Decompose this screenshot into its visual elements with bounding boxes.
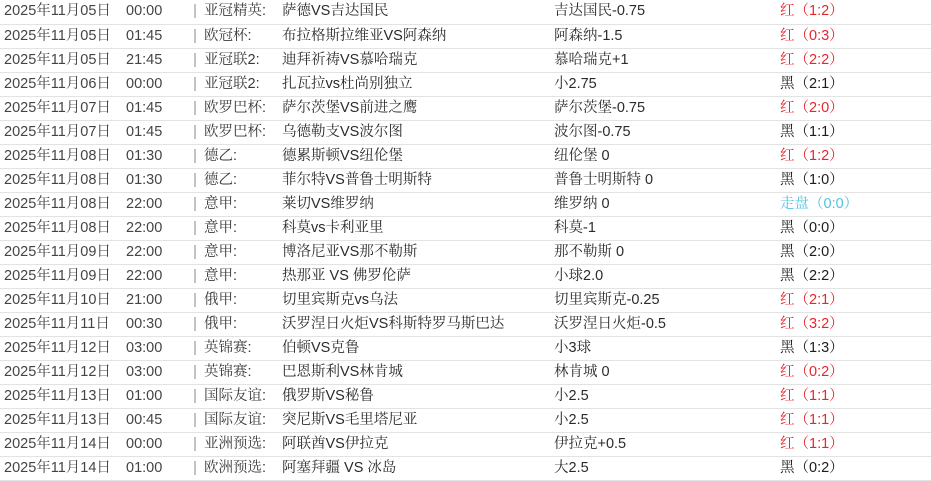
handicap-pick: 小球2.0 [550, 264, 776, 288]
result-badge: 红（2:1） [776, 288, 931, 312]
column-separator: | [186, 240, 200, 264]
league-name: 意甲: [200, 240, 278, 264]
table-row [0, 96, 931, 120]
handicap-pick: 维罗纳 0 [550, 192, 776, 216]
table-row [0, 168, 931, 192]
league-name: 意甲: [200, 216, 278, 240]
league-name: 德乙: [200, 168, 278, 192]
result-badge: 红（1:1） [776, 432, 931, 456]
handicap-pick: 小3球 [550, 336, 776, 360]
match-time: 01:30 [122, 144, 186, 168]
match-teams: 扎瓦拉vs杜尚别独立 [278, 72, 550, 96]
match-time: 22:00 [122, 240, 186, 264]
result-badge: 黑（2:0） [776, 240, 931, 264]
match-date: 2025年11月09日 [0, 264, 122, 288]
column-separator: | [186, 456, 200, 480]
match-time: 01:30 [122, 168, 186, 192]
result-badge: 红（3:2） [776, 312, 931, 336]
handicap-pick: 萨尔茨堡-0.75 [550, 96, 776, 120]
handicap-pick: 普鲁士明斯特 0 [550, 168, 776, 192]
result-badge: 红（2:2） [776, 48, 931, 72]
match-date: 2025年11月13日 [0, 384, 122, 408]
table-row [0, 48, 931, 72]
column-separator: | [186, 312, 200, 336]
result-badge: 黑（1:0） [776, 168, 931, 192]
match-time: 03:00 [122, 360, 186, 384]
league-name: 亚冠精英: [200, 0, 278, 24]
match-teams: 巴恩斯利VS林肯城 [278, 360, 550, 384]
result-badge: 红（1:2） [776, 144, 931, 168]
match-time: 03:00 [122, 336, 186, 360]
column-separator: | [186, 144, 200, 168]
handicap-pick: 大2.5 [550, 456, 776, 480]
table-row [0, 432, 931, 456]
league-name: 意甲: [200, 192, 278, 216]
column-separator: | [186, 408, 200, 432]
match-date: 2025年11月05日 [0, 24, 122, 48]
match-date: 2025年11月06日 [0, 72, 122, 96]
match-date: 2025年11月11日 [0, 312, 122, 336]
league-name: 英锦赛: [200, 360, 278, 384]
table-row [0, 72, 931, 96]
league-name: 欧罗巴杯: [200, 96, 278, 120]
table-row [0, 360, 931, 384]
match-time: 01:45 [122, 96, 186, 120]
handicap-pick: 小2.5 [550, 384, 776, 408]
column-separator: | [186, 168, 200, 192]
handicap-pick: 那不勒斯 0 [550, 240, 776, 264]
column-separator: | [186, 264, 200, 288]
result-badge: 黑（0:0） [776, 216, 931, 240]
match-time: 01:00 [122, 456, 186, 480]
match-date: 2025年11月13日 [0, 408, 122, 432]
table-row [0, 120, 931, 144]
match-teams: 俄罗斯VS秘鲁 [278, 384, 550, 408]
match-date: 2025年11月05日 [0, 0, 122, 24]
league-name: 亚冠联2: [200, 72, 278, 96]
league-name: 欧冠杯: [200, 24, 278, 48]
handicap-pick: 沃罗涅日火炬-0.5 [550, 312, 776, 336]
column-separator: | [186, 384, 200, 408]
column-separator: | [186, 336, 200, 360]
column-separator: | [186, 96, 200, 120]
result-badge: 红（1:2） [776, 0, 931, 24]
match-date: 2025年11月14日 [0, 432, 122, 456]
league-name: 俄甲: [200, 312, 278, 336]
result-badge: 黑（1:1） [776, 120, 931, 144]
match-teams: 阿塞拜疆 VS 冰岛 [278, 456, 550, 480]
match-teams: 切里宾斯克vs乌法 [278, 288, 550, 312]
handicap-pick: 伊拉克+0.5 [550, 432, 776, 456]
league-name: 亚冠联2: [200, 48, 278, 72]
result-badge: 红（0:2） [776, 360, 931, 384]
result-badge: 黑（2:2） [776, 264, 931, 288]
column-separator: | [186, 432, 200, 456]
match-teams: 伯顿VS克鲁 [278, 336, 550, 360]
match-time: 00:00 [122, 432, 186, 456]
table-row [0, 144, 931, 168]
match-teams: 德累斯顿VS纽伦堡 [278, 144, 550, 168]
handicap-pick: 吉达国民-0.75 [550, 0, 776, 24]
match-date: 2025年11月05日 [0, 48, 122, 72]
league-name: 国际友谊: [200, 384, 278, 408]
match-date: 2025年11月10日 [0, 288, 122, 312]
match-time: 21:00 [122, 288, 186, 312]
result-badge: 红（2:0） [776, 96, 931, 120]
result-badge: 红（0:3） [776, 24, 931, 48]
column-separator: | [186, 216, 200, 240]
handicap-pick: 阿森纳-1.5 [550, 24, 776, 48]
table-row [0, 216, 931, 240]
match-teams: 博洛尼亚VS那不勒斯 [278, 240, 550, 264]
match-teams: 萨德VS吉达国民 [278, 0, 550, 24]
match-time: 01:00 [122, 384, 186, 408]
match-time: 21:45 [122, 48, 186, 72]
league-name: 英锦赛: [200, 336, 278, 360]
handicap-pick: 慕哈瑞克+1 [550, 48, 776, 72]
league-name: 国际友谊: [200, 408, 278, 432]
match-time: 00:30 [122, 312, 186, 336]
table-row [0, 192, 931, 216]
league-name: 亚洲预选: [200, 432, 278, 456]
column-separator: | [186, 120, 200, 144]
table-row [0, 240, 931, 264]
match-time: 00:00 [122, 0, 186, 24]
column-separator: | [186, 360, 200, 384]
match-date: 2025年11月07日 [0, 120, 122, 144]
league-name: 德乙: [200, 144, 278, 168]
table-row [0, 0, 931, 24]
column-separator: | [186, 24, 200, 48]
match-teams: 莱切VS维罗纳 [278, 192, 550, 216]
match-teams: 科莫vs卡利亚里 [278, 216, 550, 240]
handicap-pick: 切里宾斯克-0.25 [550, 288, 776, 312]
match-time: 01:45 [122, 120, 186, 144]
table-row [0, 288, 931, 312]
match-time: 22:00 [122, 192, 186, 216]
result-badge: 黑（2:1） [776, 72, 931, 96]
table-row [0, 336, 931, 360]
league-name: 欧洲预选: [200, 456, 278, 480]
table-row [0, 312, 931, 336]
handicap-pick: 纽伦堡 0 [550, 144, 776, 168]
match-teams: 突尼斯VS毛里塔尼亚 [278, 408, 550, 432]
result-badge: 红（1:1） [776, 384, 931, 408]
column-separator: | [186, 192, 200, 216]
match-teams: 阿联酋VS伊拉克 [278, 432, 550, 456]
match-date: 2025年11月08日 [0, 168, 122, 192]
match-time: 01:45 [122, 24, 186, 48]
handicap-pick: 小2.5 [550, 408, 776, 432]
handicap-pick: 林肯城 0 [550, 360, 776, 384]
result-badge: 红（1:1） [776, 408, 931, 432]
table-row [0, 408, 931, 432]
table-row [0, 264, 931, 288]
table-row [0, 24, 931, 48]
handicap-pick: 科莫-1 [550, 216, 776, 240]
match-date: 2025年11月09日 [0, 240, 122, 264]
result-badge: 走盘（0:0） [776, 192, 931, 216]
match-date: 2025年11月08日 [0, 144, 122, 168]
match-date: 2025年11月08日 [0, 192, 122, 216]
match-teams: 乌德勒支VS波尔图 [278, 120, 550, 144]
match-date: 2025年11月14日 [0, 456, 122, 480]
match-time: 00:00 [122, 72, 186, 96]
match-teams: 布拉格斯拉维亚VS阿森纳 [278, 24, 550, 48]
column-separator: | [186, 72, 200, 96]
match-date: 2025年11月12日 [0, 336, 122, 360]
match-teams: 热那亚 VS 佛罗伦萨 [278, 264, 550, 288]
match-teams: 沃罗涅日火炬VS科斯特罗马斯巴达 [278, 312, 550, 336]
column-separator: | [186, 0, 200, 24]
match-teams: 菲尔特VS普鲁士明斯特 [278, 168, 550, 192]
table-row [0, 456, 931, 480]
column-separator: | [186, 48, 200, 72]
match-teams: 迪拜祈祷VS慕哈瑞克 [278, 48, 550, 72]
match-teams: 萨尔茨堡VS前进之鹰 [278, 96, 550, 120]
match-date: 2025年11月08日 [0, 216, 122, 240]
match-time: 00:45 [122, 408, 186, 432]
table-row [0, 384, 931, 408]
league-name: 意甲: [200, 264, 278, 288]
league-name: 欧罗巴杯: [200, 120, 278, 144]
match-time: 22:00 [122, 264, 186, 288]
result-badge: 黑（1:3） [776, 336, 931, 360]
handicap-pick: 波尔图-0.75 [550, 120, 776, 144]
match-date: 2025年11月07日 [0, 96, 122, 120]
match-date: 2025年11月12日 [0, 360, 122, 384]
match-time: 22:00 [122, 216, 186, 240]
handicap-pick: 小2.75 [550, 72, 776, 96]
league-name: 俄甲: [200, 288, 278, 312]
result-badge: 黑（0:2） [776, 456, 931, 480]
column-separator: | [186, 288, 200, 312]
